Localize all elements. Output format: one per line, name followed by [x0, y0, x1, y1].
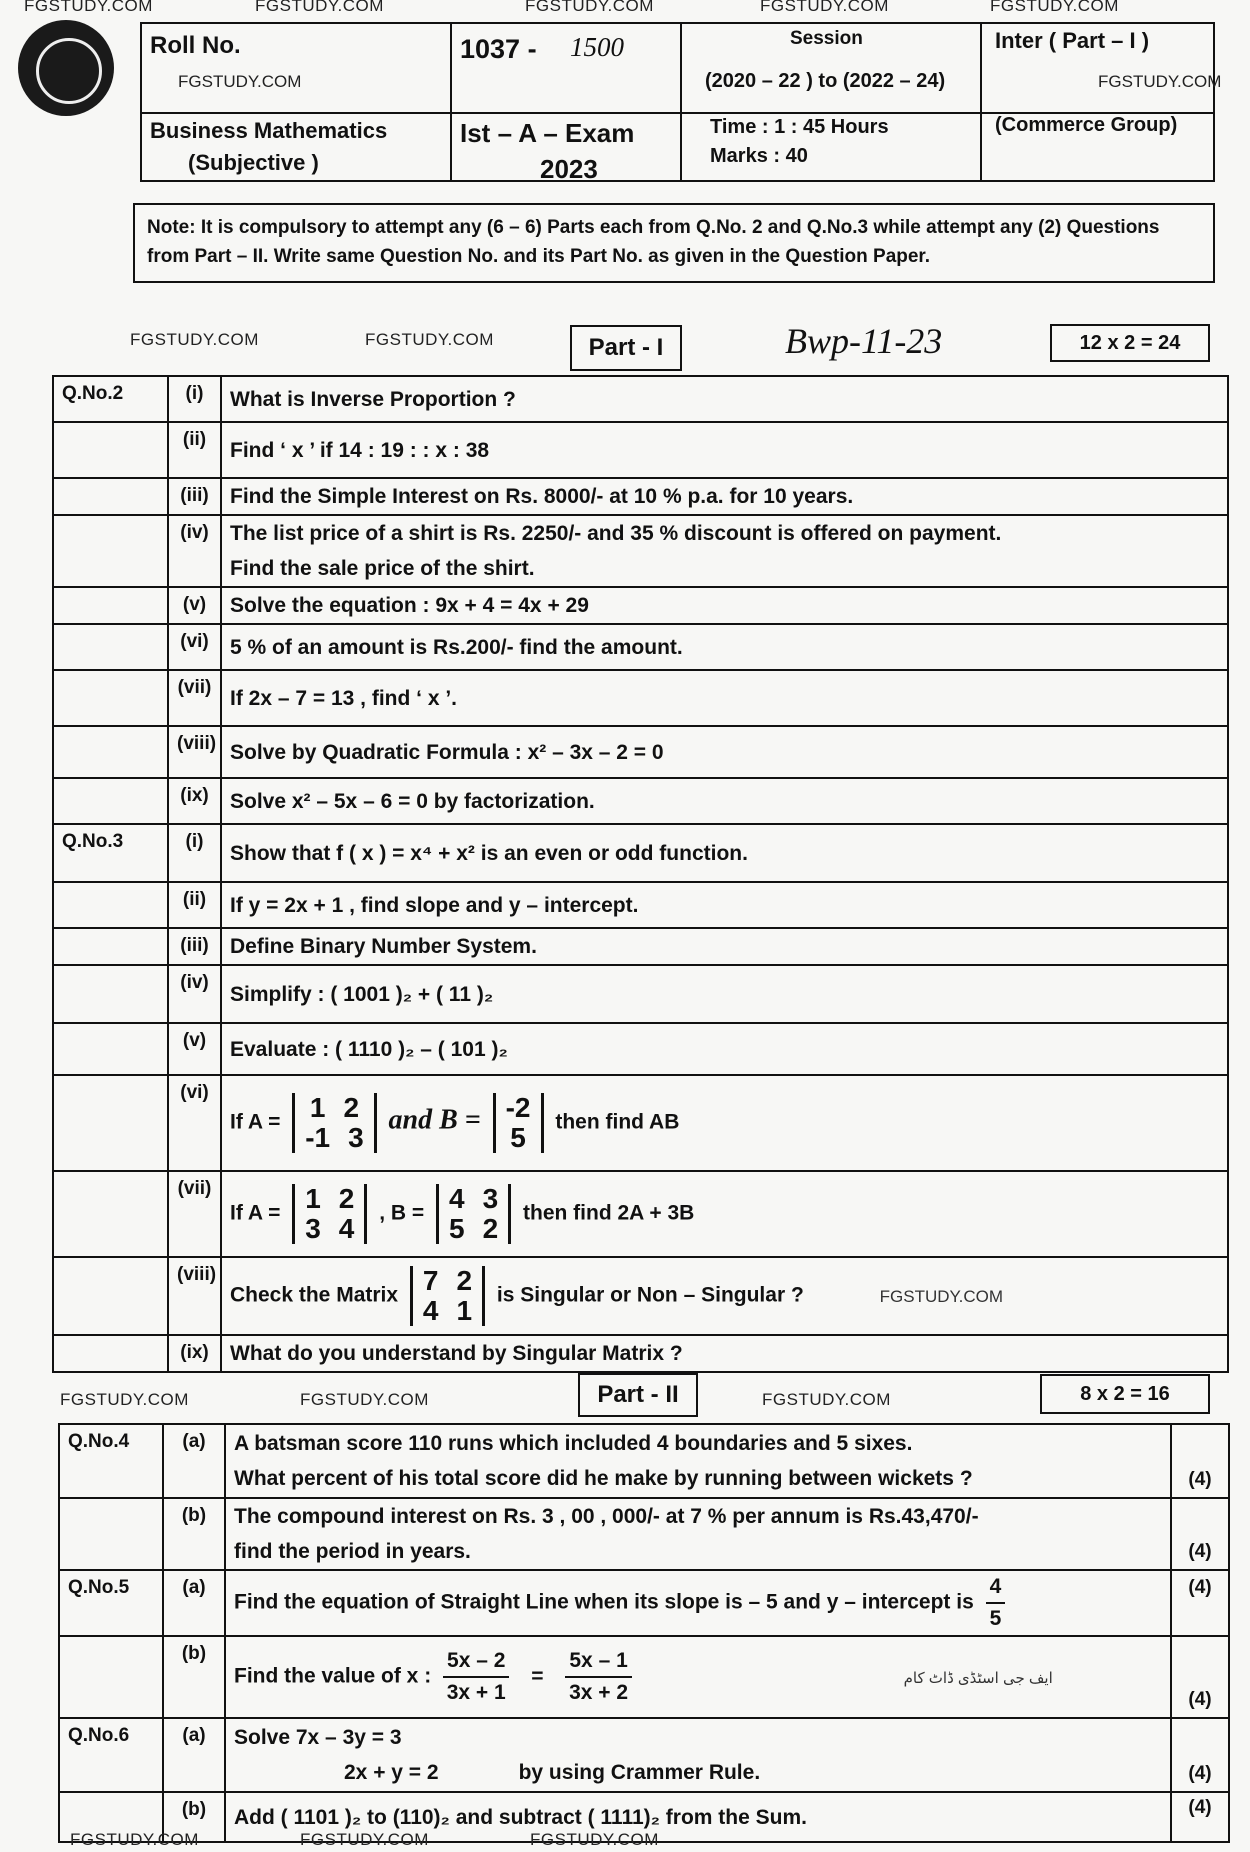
part-number: (ix) [168, 778, 221, 824]
question-text: is Singular or Non – Singular ? [496, 1283, 804, 1307]
question-text: Define Binary Number System. [221, 928, 1228, 965]
part-number: (b) [163, 1636, 225, 1718]
question-text: If A = [230, 1110, 281, 1134]
part-number: (b) [163, 1792, 225, 1842]
watermark: FGSTUDY.COM [178, 72, 302, 91]
matrix-cell: -1 [305, 1122, 331, 1153]
group-label: (Commerce Group) [995, 114, 1178, 136]
part-number: (i) [168, 824, 221, 882]
part-number: (iii) [168, 928, 221, 965]
part-1-marks: 12 x 2 = 24 [1050, 324, 1210, 362]
matrix-cell: 2 [338, 1183, 355, 1214]
part-number: (viii) [168, 726, 221, 778]
session-label: Session [790, 28, 863, 49]
matrix-cell: 2 [343, 1092, 360, 1123]
matrix-cell: 3 [348, 1122, 364, 1153]
question-text: Find the value of x : [234, 1664, 432, 1688]
paper-code-handwritten: 1500 [570, 32, 624, 62]
question-text: 2x + y = 2 [344, 1761, 439, 1784]
question-text: Find the sale price of the shirt. [230, 557, 535, 580]
question-text: and B = [388, 1104, 481, 1136]
marks: (4) [1171, 1498, 1229, 1570]
denominator: 3x + 1 [446, 1681, 506, 1704]
class-label: Inter ( Part – I ) [995, 28, 1150, 53]
fraction [986, 1572, 1006, 1634]
part-number: (viii) [168, 1257, 221, 1335]
table-row [53, 726, 1228, 778]
table-row [53, 515, 1228, 587]
denominator: 3x + 2 [569, 1681, 629, 1704]
question-text: by using Crammer Rule. [518, 1761, 761, 1784]
question-text: Add ( 1101 )₂ to (110)₂ and subtract ( 1111)₂ from the Sum. [225, 1792, 1171, 1842]
table-row [59, 1424, 1229, 1498]
matrix-cell: 5 [510, 1122, 526, 1153]
urdu-watermark: ایف جی اسٹڈی ڈاٹ کام [903, 1669, 1053, 1687]
matrix-cell: -2 [505, 1092, 531, 1123]
numerator: 4 [986, 1572, 1006, 1604]
question-number: Q.No.5 [59, 1570, 163, 1636]
matrix-cell: 2 [482, 1213, 499, 1244]
part-number: (a) [163, 1718, 225, 1792]
question-text: Solve x² – 5x – 6 = 0 by factorization. [221, 778, 1228, 824]
table-row [53, 928, 1228, 965]
subject: Business Mathematics [150, 118, 388, 143]
matrix-cell: 1 [456, 1295, 473, 1326]
part-number: (iv) [168, 965, 221, 1023]
fraction [443, 1646, 509, 1708]
part-1-title: Part - I [570, 325, 682, 371]
part-1-table [52, 375, 1229, 1373]
part-number: (a) [163, 1424, 225, 1498]
exam-time: Time : 1 : 45 Hours [710, 116, 889, 138]
handwritten-code: Bwp-11-23 [785, 321, 943, 361]
part-number: (ix) [168, 1335, 221, 1372]
matrix-a [292, 1093, 376, 1153]
part-number: (vi) [168, 624, 221, 670]
question-text: The list price of a shirt is Rs. 2250/- and 35 % discount is offered on payment. [230, 522, 1002, 545]
marks: (4) [1171, 1570, 1229, 1636]
part-number: (vi) [168, 1075, 221, 1171]
numerator: 5x – 1 [565, 1646, 631, 1678]
question-text: Find the Simple Interest on Rs. 8000/- at 10 % p.a. for 10 years. [221, 478, 1228, 515]
question-text: find the period in years. [234, 1540, 471, 1563]
question-text: If 2x – 7 = 13 , find ‘ x ’. [221, 670, 1228, 726]
part-number: (ii) [168, 422, 221, 478]
question-text: The compound interest on Rs. 3 , 00 , 000/- at 7 % per annum is Rs.43,470/- [234, 1505, 979, 1528]
question-text: , B = [379, 1201, 425, 1225]
question-text: then find 2A + 3B [523, 1201, 695, 1225]
matrix [410, 1266, 485, 1326]
marks: (4) [1171, 1424, 1229, 1498]
part-number: (vii) [168, 1171, 221, 1257]
question-number: Q.No.6 [59, 1718, 163, 1792]
question-text: Show that f ( x ) = x⁴ + x² is an even or odd function. [221, 824, 1228, 882]
watermark: FGSTUDY.COM [255, 0, 384, 15]
matrix-cell: 7 [422, 1265, 439, 1296]
table-row [53, 478, 1228, 515]
part-number: (v) [168, 587, 221, 624]
exam-title: Ist – A – Exam [460, 118, 635, 148]
table-row [53, 824, 1228, 882]
question-text: What do you understand by Singular Matrix ? [221, 1335, 1228, 1372]
table-row [53, 1171, 1228, 1257]
watermark: FGSTUDY.COM [24, 0, 153, 15]
roll-label: Roll No. [150, 32, 241, 59]
watermark: FGSTUDY.COM [990, 0, 1119, 15]
question-text: If y = 2x + 1 , find slope and y – intercept. [221, 882, 1228, 928]
matrix-cell: 4 [422, 1295, 439, 1326]
part-number: (b) [163, 1498, 225, 1570]
part-number: (i) [168, 376, 221, 422]
question-text: Find ‘ x ’ if 14 : 19 : : x : 38 [221, 422, 1228, 478]
marks: (4) [1171, 1636, 1229, 1718]
question-text: then find AB [555, 1110, 680, 1134]
part-number: (ii) [168, 882, 221, 928]
table-row [53, 422, 1228, 478]
matrix-cell: 1 [305, 1183, 321, 1214]
table-row [53, 1257, 1228, 1335]
matrix-cell: 3 [305, 1213, 321, 1244]
subject-type: (Subjective ) [188, 150, 319, 175]
part-number: (v) [168, 1023, 221, 1075]
watermark: FGSTUDY.COM [130, 330, 259, 349]
fraction [565, 1646, 631, 1708]
question-number: Q.No.4 [59, 1424, 163, 1498]
watermark: FGSTUDY.COM [365, 330, 494, 349]
question-text: Solve by Quadratic Formula : x² – 3x – 2 = 0 [221, 726, 1228, 778]
numerator: 5x – 2 [443, 1646, 509, 1678]
part-number: (iii) [168, 478, 221, 515]
question-number: Q.No.2 [53, 376, 168, 422]
table-row [53, 965, 1228, 1023]
board-logo-icon [18, 20, 114, 116]
instructions-note: Note: It is compulsory to attempt any (6 – 6) Parts each from Q.No. 2 and Q.No.3 while attempt any (2) Questions from Part – II. Write same Question No. and its Part No. as given in the Question Paper. [133, 203, 1215, 283]
question-text: Check the Matrix [230, 1283, 399, 1307]
matrix-cell: 5 [449, 1213, 465, 1244]
table-row [53, 882, 1228, 928]
watermark: FGSTUDY.COM [879, 1286, 1004, 1306]
matrix-a [292, 1184, 367, 1244]
part-2-table [58, 1423, 1230, 1843]
question-text: A batsman score 110 runs which included 4 boundaries and 5 sixes. [234, 1432, 913, 1455]
question-text: Evaluate : ( 1110 )₂ – ( 101 )₂ [221, 1023, 1228, 1075]
marks: (4) [1171, 1792, 1229, 1842]
watermark: FGSTUDY.COM [525, 0, 654, 15]
table-row [53, 1023, 1228, 1075]
matrix-b [493, 1093, 544, 1153]
marks: (4) [1171, 1718, 1229, 1792]
question-text: 5 % of an amount is Rs.200/- find the amount. [221, 624, 1228, 670]
question-text: Simplify : ( 1001 )₂ + ( 11 )₂ [221, 965, 1228, 1023]
table-row [53, 1335, 1228, 1372]
session-value: (2020 – 22 ) to (2022 – 24) [705, 70, 946, 92]
matrix-cell: 3 [482, 1183, 499, 1214]
matrix-b [436, 1184, 511, 1244]
question-text: Solve 7x – 3y = 3 [234, 1726, 402, 1749]
table-row [59, 1498, 1229, 1570]
table-row [53, 778, 1228, 824]
part-number: (iv) [168, 515, 221, 587]
table-row: (b) Find the value of x : $\frac{5x - 2}{3x + 1}$ = $\frac{5x - 1}{3x + 2}$ ایف جی اسٹڈی ڈاٹ کام (4) [59, 1636, 1229, 1718]
table-row [53, 670, 1228, 726]
watermark: FGSTUDY.COM [760, 0, 889, 15]
watermark: FGSTUDY.COM [60, 1390, 189, 1409]
matrix-cell: 4 [338, 1213, 355, 1244]
watermark: FGSTUDY.COM [300, 1390, 429, 1409]
question-text: What percent of his total score did he make by running between wickets ? [234, 1467, 973, 1490]
part-number: (a) [163, 1570, 225, 1636]
question-text: If A = [230, 1201, 281, 1225]
exam-year: 2023 [540, 154, 598, 184]
question-text: Find the equation of Straight Line when its slope is – 5 and y – intercept is [234, 1590, 974, 1614]
matrix-cell: 4 [449, 1183, 465, 1214]
part-2-marks: 8 x 2 = 16 [1040, 1374, 1210, 1414]
table-row [53, 1075, 1228, 1171]
matrix-cell: 2 [456, 1265, 473, 1296]
table-row [53, 624, 1228, 670]
table-row [53, 376, 1228, 422]
watermark: FGSTUDY.COM [530, 1830, 659, 1849]
paper-code: 1037 - [460, 34, 537, 64]
watermark: FGSTUDY.COM [70, 1830, 199, 1849]
question-text: What is Inverse Proportion ? [221, 376, 1228, 422]
watermark: FGSTUDY.COM [762, 1390, 891, 1409]
exam-marks: Marks : 40 [710, 145, 808, 167]
part-number: (vii) [168, 670, 221, 726]
watermark: FGSTUDY.COM [300, 1830, 429, 1849]
table-row [59, 1718, 1229, 1792]
part-2-title: Part - II [578, 1373, 698, 1417]
table-row [53, 587, 1228, 624]
question-number: Q.No.3 [53, 824, 168, 882]
denominator: 5 [989, 1607, 1002, 1630]
watermark: FGSTUDY.COM [1098, 72, 1222, 91]
table-row [59, 1570, 1229, 1636]
question-text: Solve the equation : 9x + 4 = 4x + 29 [221, 587, 1228, 624]
matrix-cell: 1 [309, 1092, 326, 1123]
